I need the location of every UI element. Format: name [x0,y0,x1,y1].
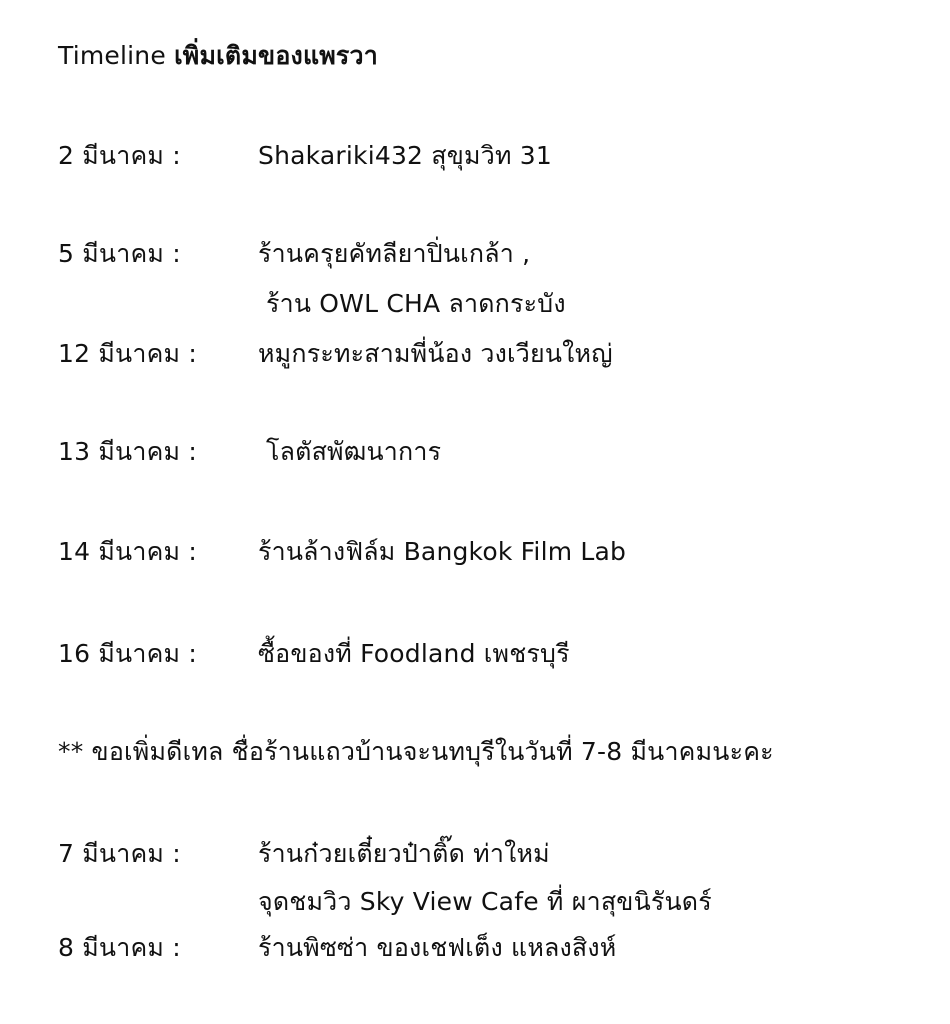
entry-date: 13 มีนาคม : [58,437,197,466]
entry-date: 7 มีนาคม : [58,839,181,868]
entry-place: จุดชมวิว Sky View Cafe ที่ ผาสุขนิรันดร์ [258,887,712,916]
entry-place: ร้าน OWL CHA ลาดกระบัง [266,289,566,318]
entry-place: ร้านครุยคัทลียาปิ่นเกล้า , [258,239,531,268]
entry-date: 12 มีนาคม : [58,339,197,368]
entry-place: ซื้อของที่ Foodland เพชรบุรี [258,639,570,668]
title-suffix: เพิ่มเติมของแพรวา [174,41,379,70]
entry-place: Shakariki432 สุขุมวิท 31 [258,141,553,170]
entry-place: ร้านก๋วยเตี๋ยวป๋าติ๊ด ท่าใหม่ [258,839,550,868]
entry-date: 2 มีนาคม : [58,141,181,170]
entry-date: 14 มีนาคม : [58,537,197,566]
entry-date: 5 มีนาคม : [58,239,181,268]
title-prefix: Timeline [58,41,166,70]
document-title [58,40,378,72]
entry-place: หมูกระทะสามพี่น้อง วงเวียนใหญ่ [258,339,613,368]
entry-place: ร้านล้างฟิล์ม Bangkok Film Lab [258,537,627,566]
entry-place: ร้านพิซซ่า ของเชฟเต็ง แหลงสิงห์ [258,933,617,962]
entry-date: 16 มีนาคม : [58,639,197,668]
entry-place: โลตัสพัฒนาการ [266,437,442,466]
entry-date: 8 มีนาคม : [58,933,181,962]
note-text: ** ขอเพิ่มดีเทล ชื่อร้านแถวบ้านจะนทบุรีในวันที่ 7-8 มีนาคมนะคะ [58,737,774,766]
